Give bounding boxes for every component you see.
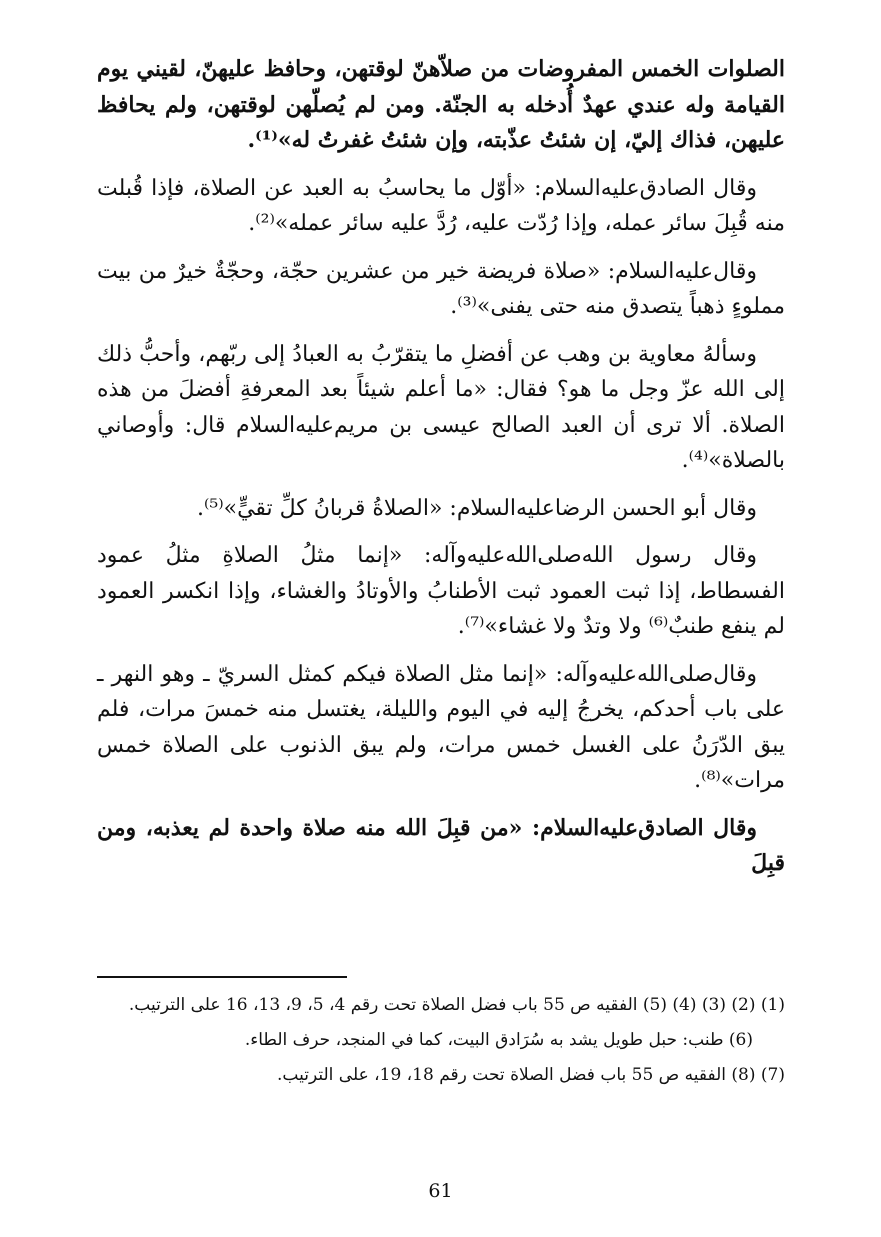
footnote-divider	[97, 976, 347, 978]
footnotes	[97, 990, 785, 1095]
footnote-1: (1) (2) (3) (4) (5) الفقيه ص 55 باب فضل الصلاة تحت رقم 4، 5، 9، 13، 16 على الترتيب.	[128, 995, 785, 1015]
footnote-3: (7) (8) الفقيه ص 55 باب فضل الصلاة تحت رقم 18، 19، على الترتيب.	[277, 1065, 785, 1085]
paragraph-3: وقال‌عليه‌السلام: «صلاة فريضة خير من عشرين حجّة، وحجّةٌ خيرٌ من بيت مملوءٍ ذهباً يتصدق منه حتى يفنى»⁽³⁾.	[97, 258, 785, 319]
footnote-2: (6) طنب: حبل طويل يشد به سُرَادق البيت، كما في المنجد، حرف الطاء.	[244, 1030, 753, 1050]
paragraph-8: وقال الصادق‌عليه‌السلام: «من قبِلَ الله منه صلاة واحدة لم يعذبه، ومن قبِلَ	[97, 814, 785, 876]
paragraph-4: وسألهُ معاوية بن وهب عن أفضلِ ما يتقرّبُ به العبادُ إلى ربّهم، وأحبُّ ذلك إلى الله عزّ وجل ما هو؟ فقال: «ما أعلم شيئاً بعد المعرفةِ أفضلَ من هذه الصلاة. ألا ترى أن العبد الصالح عيسى بن مريم‌عليه‌السلام قال: وأوصاني بالصلاة»⁽⁴⁾.	[97, 341, 785, 473]
paragraph-2: وقال الصادق‌عليه‌السلام: «أوّل ما يحاسبُ به العبد عن الصلاة، فإذا قُبلت منه قُبِلَ سائر عمله، وإذا رُدّت عليه، رُدَّ عليه سائر عمله»⁽²⁾.	[97, 175, 785, 236]
paragraph-7: وقال‌صلى‌الله‌عليه‌وآله: «إنما مثل الصلاة فيكم كمثل السريّ ـ وهو النهر ـ على باب أحدكم، يخرجُ إليه في اليوم والليلة، يغتسل منه خمسَ مرات، فلم يبق الدّرَنُ على الغسل خمس مرات، ولم يبق الذنوب على الصلاة خمس مرات»⁽⁸⁾.	[97, 661, 785, 793]
paragraph-1: الصلوات الخمس المفروضات من صلاّهنّ لوقتهن، وحافظ عليهنّ، لقيني يوم القيامة وله عندي عهدٌ أُدخله به الجنّة. ومن لم يُصلّهن لوقتهن، ولم يحافظ عليهن، فذاك إليّ، إن شئتُ عذّبته، وإن شئتُ غفرتُ له»⁽¹⁾.	[97, 56, 785, 153]
main-text	[97, 52, 785, 882]
paragraph-6: وقال رسول الله‌صلى‌الله‌عليه‌وآله: «إنما مثلُ الصلاةِ مثلُ عمود الفسطاط، إذا ثبت العمود ثبت الأطنابُ والأوتادُ والغشاء، وإذا انكسر العمود لم ينفع طنبٌ⁽⁶⁾ ولا وتدٌ ولا غشاء»⁽⁷⁾.	[97, 543, 785, 639]
paragraph-5: وقال أبو الحسن الرضا‌عليه‌السلام: «الصلاةُ قربانُ كلِّ تقيٍّ»⁽⁵⁾.	[196, 495, 757, 521]
page-number: 61	[428, 1180, 453, 1202]
